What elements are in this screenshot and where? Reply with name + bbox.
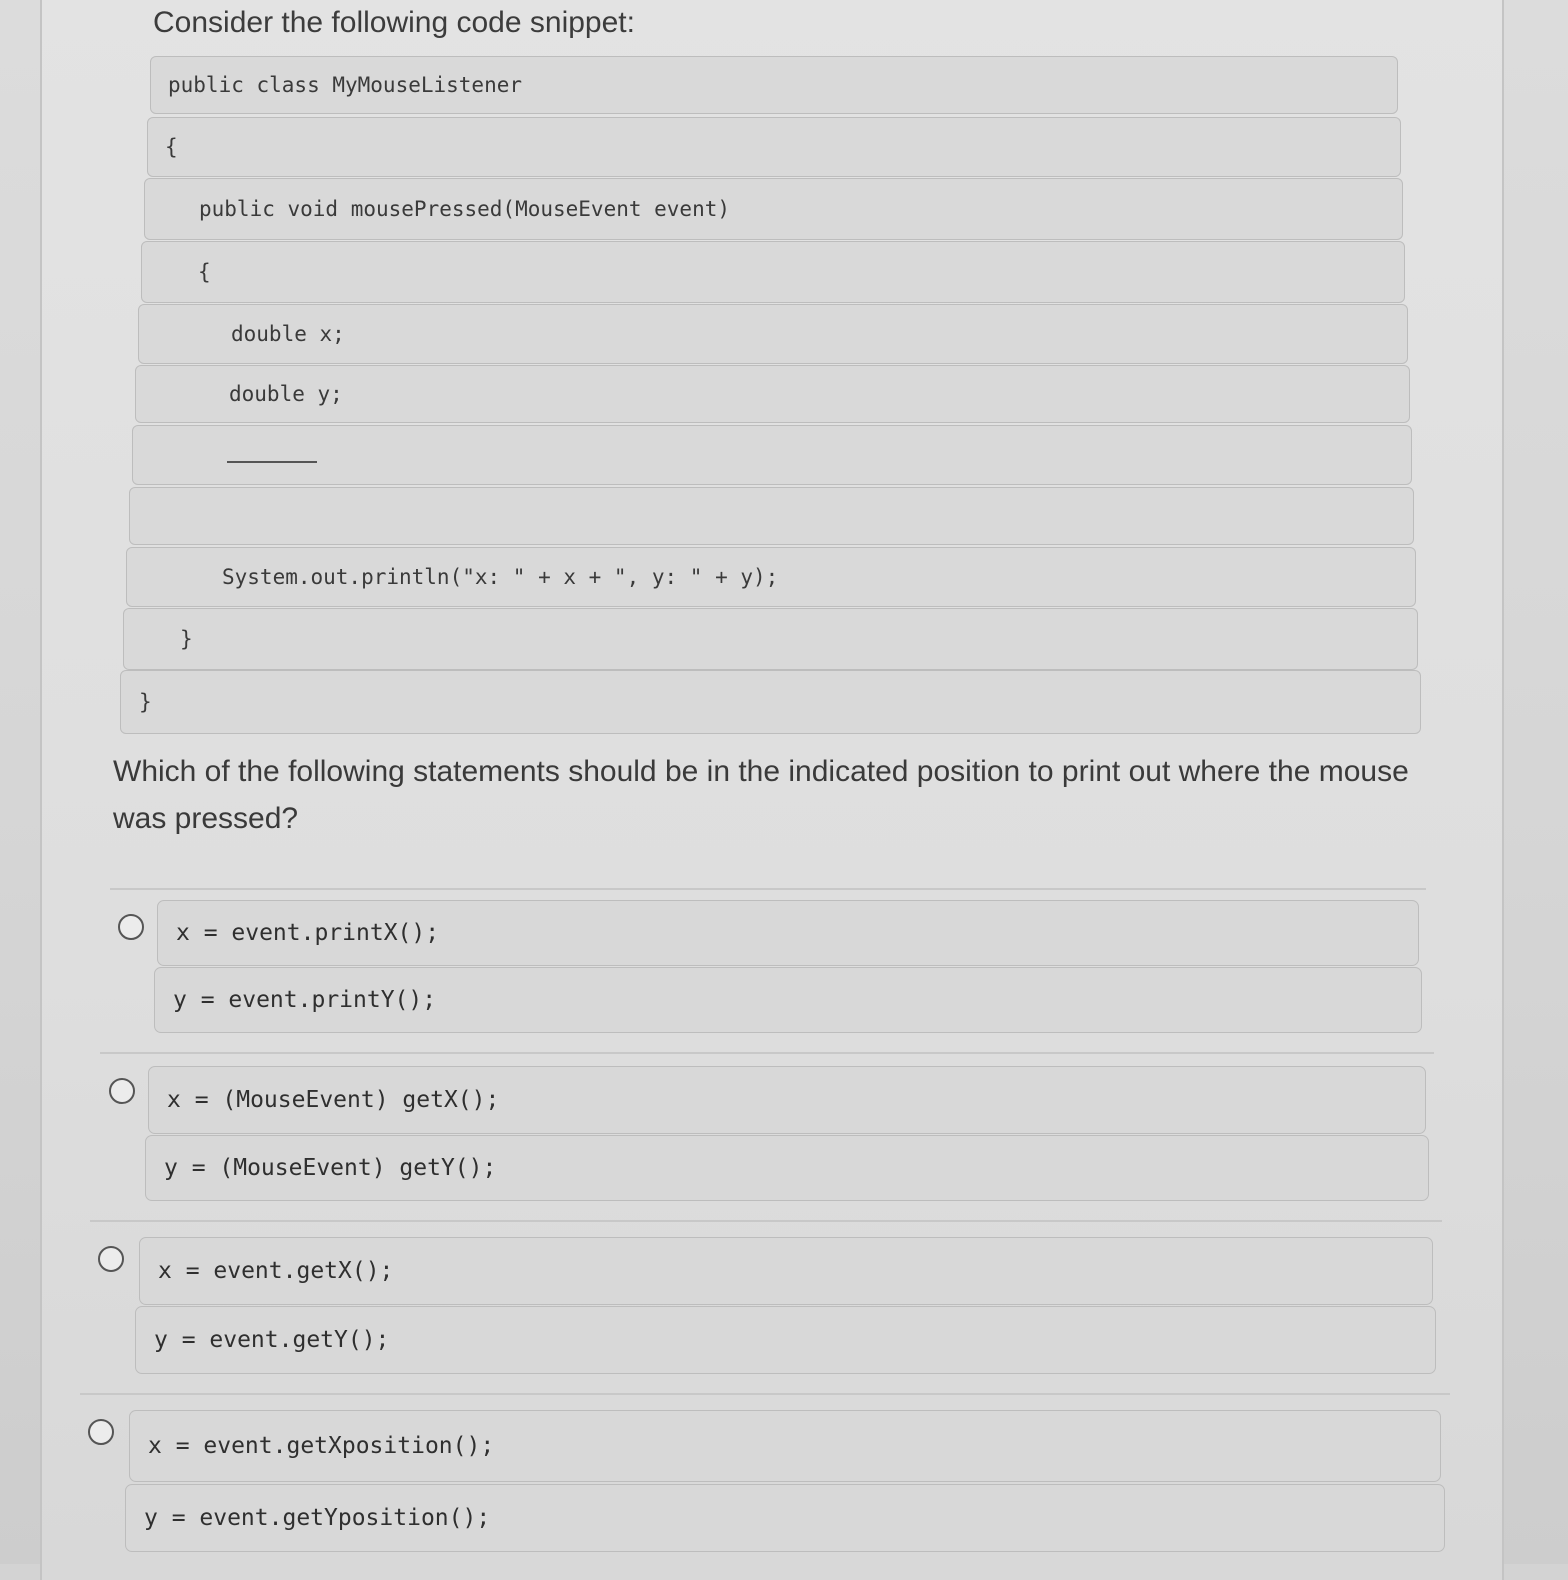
- option-a-radio[interactable]: [118, 914, 144, 940]
- option-b-radio[interactable]: [109, 1078, 135, 1104]
- option-b-line1[interactable]: [148, 1066, 1426, 1134]
- code-line-text: public void mousePressed(MouseEvent event): [199, 197, 731, 221]
- option-d-line1[interactable]: [129, 1410, 1441, 1482]
- question-text: Which of the following statements should be in the indicated position to print out where the mouse was pressed?: [113, 755, 1409, 835]
- option-c-line2-text: y = event.getY();: [154, 1327, 390, 1353]
- code-line-4: [141, 241, 1405, 303]
- code-line-text: public class MyMouseListener: [168, 73, 523, 97]
- question-intro: Consider the following code snippet:: [153, 6, 635, 39]
- option-c-line1[interactable]: [139, 1237, 1433, 1305]
- option-divider: [110, 888, 1426, 890]
- code-line-empty: [129, 487, 1414, 545]
- option-c-line1-text: x = event.getX();: [158, 1258, 394, 1284]
- code-line-text: {: [165, 135, 178, 159]
- code-line-text: double x;: [231, 322, 345, 346]
- code-line-9: [126, 547, 1416, 607]
- code-line-2: [147, 117, 1401, 177]
- option-a-line1[interactable]: [157, 900, 1419, 966]
- code-line-text: double y;: [229, 382, 343, 406]
- option-a-line1-text: x = event.printX();: [176, 920, 440, 946]
- code-line-6: [135, 365, 1410, 423]
- code-line-5: [138, 304, 1408, 364]
- option-divider: [80, 1393, 1450, 1395]
- code-line-3: [144, 178, 1403, 240]
- code-line-1: [150, 56, 1398, 114]
- option-d-line2[interactable]: [125, 1484, 1445, 1552]
- option-a-line2[interactable]: [154, 967, 1422, 1033]
- option-divider: [90, 1220, 1442, 1222]
- fill-in-blank: [227, 461, 317, 463]
- option-d-line1-text: x = event.getXposition();: [148, 1433, 495, 1459]
- option-d-line2-text: y = event.getYposition();: [144, 1505, 491, 1531]
- code-line-text: System.out.println("x: " + x + ", y: " + y);: [222, 565, 779, 589]
- code-line-text: }: [180, 627, 193, 651]
- code-line-11: [120, 670, 1421, 734]
- code-line-text: }: [139, 690, 152, 714]
- option-d-radio[interactable]: [88, 1419, 114, 1445]
- option-c-radio[interactable]: [98, 1246, 124, 1272]
- option-c-line2[interactable]: [135, 1306, 1436, 1374]
- option-divider: [100, 1052, 1434, 1054]
- option-b-line2-text: y = (MouseEvent) getY();: [164, 1155, 497, 1181]
- code-line-blank-position: [132, 425, 1412, 485]
- option-b-line2[interactable]: [145, 1135, 1429, 1201]
- option-a-line2-text: y = event.printY();: [173, 987, 437, 1013]
- code-line-10: [123, 608, 1418, 670]
- option-b-line1-text: x = (MouseEvent) getX();: [167, 1087, 500, 1113]
- code-line-text: {: [198, 260, 211, 284]
